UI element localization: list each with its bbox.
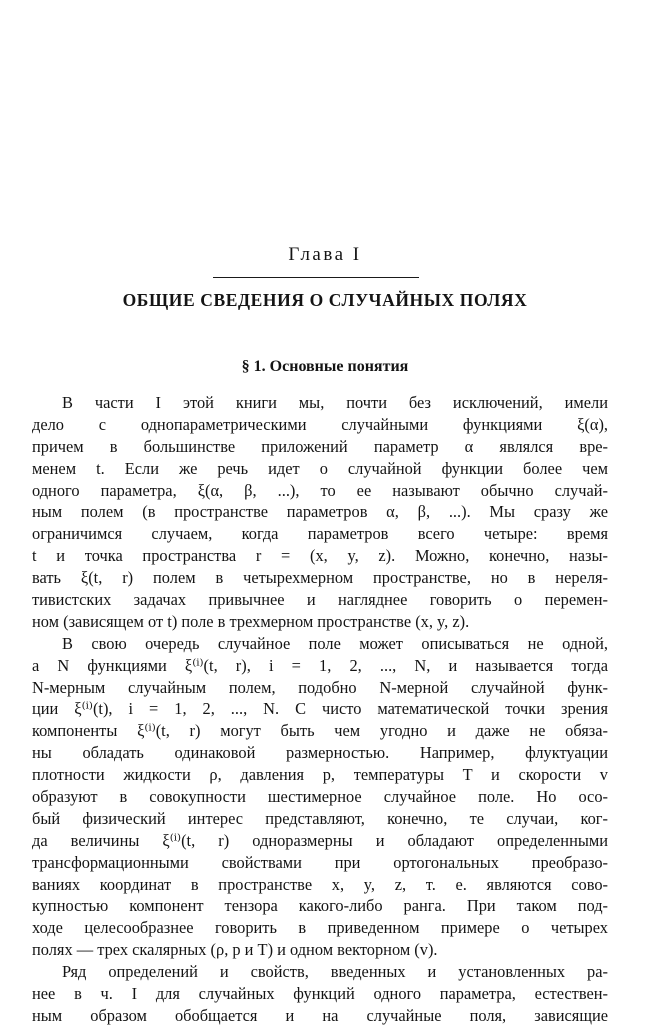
chapter-label: Глава I (288, 244, 362, 265)
text-line: причем в большинстве приложений параметр α являлся вре- (32, 436, 608, 456)
chapter-divider (213, 277, 419, 278)
text-line: ным полем (в пространстве параметров α, β, ...). Мы сразу же (32, 502, 608, 522)
text-line: ции ξ⁽ⁱ⁾(t), i = 1, 2, ..., N. С чисто математической точки зрения (32, 699, 608, 719)
text-line: ходе целесообразнее говорить в приведенном примере о четырех (32, 918, 608, 938)
text-line: да величины ξ⁽ⁱ⁾(t, r) одноразмерны и обладают определенными (32, 830, 608, 850)
chapter-title: ОБЩИЕ СВЕДЕНИЯ О СЛУЧАЙНЫХ ПОЛЯХ (122, 290, 528, 310)
text-line: компоненты ξ⁽ⁱ⁾(t, r) могут быть чем угодно и даже не обяза- (32, 721, 608, 741)
text-line: ваниях координат в пространстве x, y, z, т. е. являются сово- (32, 874, 608, 894)
text-line: купностью компонент тензора какого-либо ранга. При таком под- (32, 896, 608, 916)
text-line: вать ξ(t, r) полем в четырехмерном пространстве, но в нереля- (32, 568, 608, 588)
text-line: а N функциями ξ⁽ⁱ⁾(t, r), i = 1, 2, ..., N, и называется тогда (32, 655, 608, 675)
text-line: ным образом обобщается и на случайные поля, зависящие (32, 1005, 608, 1025)
text-line: ном (зависящем от t) поле в трехмерном пространстве (x, y, z). (32, 611, 470, 631)
text-line: образуют в совокупности шестимерное случайное поле. Но осо- (32, 787, 608, 807)
section-title: § 1. Основные понятия (241, 358, 409, 375)
text-line: ограничимся случаем, когда параметров всего четыре: время (32, 524, 608, 544)
text-line: В части I этой книги мы, почти без исключений, имели (62, 393, 608, 412)
text-line: В свою очередь случайное поле может описываться не одной, (62, 633, 608, 653)
text-line: тивистских задачах привычнее и нагляднее говорить о перемен- (32, 590, 608, 610)
text-line: бый физический интерес представляют, конечно, те случаи, ког- (32, 808, 608, 828)
text-line: плотности жидкости ρ, давления p, температуры T и скорости v (32, 765, 608, 785)
text-line: N-мерным случайным полем, подобно N-мерной случайной функ- (32, 677, 608, 697)
text-line: менем t. Если же речь идет о случайной функции более чем (32, 458, 608, 478)
text-line: полях — трех скалярных (ρ, p и T) и одном векторном (v). (32, 940, 438, 960)
text-line: ны обладать одинаковой размерностью. Например, флуктуации (32, 743, 608, 763)
text-line: t и точка пространства r = (x, y, z). Можно, конечно, назы- (32, 546, 608, 566)
text-line: трансформационными свойствами при ортогональных преобразо- (32, 852, 608, 872)
text-line: нее в ч. I для случайных функций одного параметра, естествен- (32, 984, 608, 1004)
body-text (32, 392, 608, 1027)
text-line: дело с однопараметрическими случайными функциями ξ(α), (32, 414, 608, 434)
text-line: одного параметра, ξ(α, β, ...), то ее называют обычно случай- (32, 480, 608, 500)
text-line: Ряд определений и свойств, введенных и установленных ра- (62, 962, 608, 982)
